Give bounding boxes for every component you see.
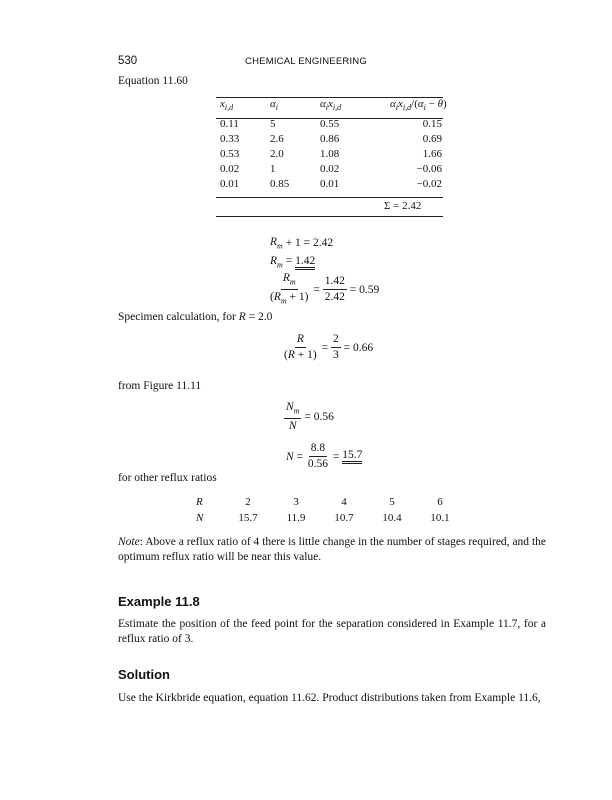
table-cell: 0.33: [220, 132, 240, 145]
stage-ratio-result: = 0.56: [304, 411, 334, 424]
r-value: 3: [293, 496, 299, 508]
specimen-result: = 0.66: [343, 341, 374, 354]
solution-text: Use the Kirkbride equation, equation 11.62. Product distributions taken from Example 11.6,: [118, 692, 541, 704]
n-value: 10.7: [334, 512, 354, 524]
table-cell: 0.15: [422, 117, 442, 130]
table-cell: 0.55: [320, 117, 340, 130]
table-row: [220, 176, 442, 191]
rm-ratio-result: = 0.59: [349, 283, 380, 296]
header-alpha: $\alpha_i$: [270, 98, 279, 113]
stage-count-result: 15.7: [342, 449, 362, 464]
n-value: 10.1: [430, 512, 450, 524]
volatility-table: [220, 98, 447, 191]
rm-plus-one-rhs: + 1 = 2.42: [285, 237, 334, 250]
other-ratios-label: for other reflux ratios: [118, 472, 217, 484]
n-value: 10.4: [382, 512, 402, 524]
r-value: 5: [389, 496, 395, 508]
table-cell: 0.85: [270, 177, 290, 190]
stage-count-equation: N = $\frac{8.8}{0.56}$ = 15.7: [286, 442, 363, 470]
table-cell: 0.53: [220, 147, 240, 160]
table-cell: 0.01: [320, 177, 340, 190]
table-cell: 1.08: [320, 147, 340, 160]
table-row: [220, 146, 442, 161]
example-heading: Example 11.8: [118, 594, 200, 609]
r-value: 2: [245, 496, 251, 508]
table-cell: 2.0: [270, 147, 284, 160]
table-cell: 2.6: [270, 132, 284, 145]
table-cell: 0.11: [220, 117, 239, 130]
rm-plus-one-equation: $R_m$ + 1 = 2.42: [270, 236, 334, 251]
figure-reference: from Figure 11.11: [118, 380, 202, 392]
table-cell: 0.02: [220, 162, 240, 175]
reflux-r-row: R 2 3 4 5 6: [196, 494, 464, 510]
table-row: [220, 161, 442, 176]
specimen-line: Specimen calculation, for R = 2.0: [118, 311, 273, 323]
table-row: [220, 131, 442, 146]
n-value: 15.7: [238, 512, 258, 524]
rm-ratio-fraction: $\frac{R_m}{(R_m + 1)}$: [270, 272, 309, 306]
example-text: Estimate the position of the feed point for the separation considered in Example 11.7, for a reflux ratio of 3.: [118, 618, 546, 645]
table-row: [220, 116, 442, 131]
r-value: 4: [341, 496, 347, 508]
table-bottom-rule: [216, 216, 443, 217]
rm-value: 1.42: [295, 255, 315, 270]
rm-ratio-equation: $\frac{R_m}{(R_m + 1)}$ = $\frac{1.42}{2.42}$ = 0.59: [270, 272, 380, 306]
rm-equation: $R_m$ = 1.42: [270, 255, 316, 270]
running-title: CHEMICAL ENGINEERING: [245, 56, 367, 67]
page-number: 530: [118, 55, 138, 67]
table-cell: 0.69: [422, 132, 442, 145]
r-numeric-fraction: $\frac{2}{3}$: [332, 333, 339, 361]
table-cell: −0.06: [416, 162, 442, 175]
reflux-n-row: N 15.7 11.9 10.7 10.4 10.1: [196, 510, 464, 526]
header-alpha-x: $\alpha_ix_{i,d}$: [320, 98, 342, 113]
r-value: 6: [437, 496, 443, 508]
specimen-equation: $\frac{R}{(R + 1)}$ = $\frac{2}{3}$ = 0.66: [284, 333, 374, 361]
solution-heading: Solution: [118, 667, 170, 682]
table-cell: 0.86: [320, 132, 340, 145]
sum-value: Σ = 2.42: [384, 200, 422, 212]
r-ratio-fraction: $\frac{R}{(R + 1)}$: [284, 333, 317, 361]
reflux-table: [196, 494, 464, 526]
header-alpha-x-over: $\alpha_ix_{i,d}/(\alpha_i - \theta)$: [390, 98, 447, 113]
stage-ratio-equation: [284, 401, 334, 433]
header-xid: $x_{i,d}$: [220, 98, 234, 113]
n-value: 11.9: [286, 512, 306, 524]
rm-numeric-fraction: $\frac{1.42}{2.42}$: [324, 275, 345, 304]
note-paragraph: Note: Above a reflux ratio of 4 there is little change in the number of stages required, and the optimum reflux ratio will be near this value.: [118, 536, 546, 563]
stage-count-fraction: $\frac{8.8}{0.56}$: [307, 442, 329, 470]
table-cell: 1: [270, 162, 276, 175]
table-cell: 1.66: [422, 147, 442, 160]
stage-ratio-fraction: $\frac{N_m}{N}$: [286, 401, 300, 433]
table-cell: −0.02: [416, 177, 442, 190]
equation-reference: Equation 11.60: [118, 75, 188, 87]
table-header-row: [220, 98, 447, 113]
table-cell: 0.02: [320, 162, 340, 175]
table-cell: 5: [270, 117, 276, 130]
table-sum-rule: [216, 197, 443, 198]
table-cell: 0.01: [220, 177, 240, 190]
